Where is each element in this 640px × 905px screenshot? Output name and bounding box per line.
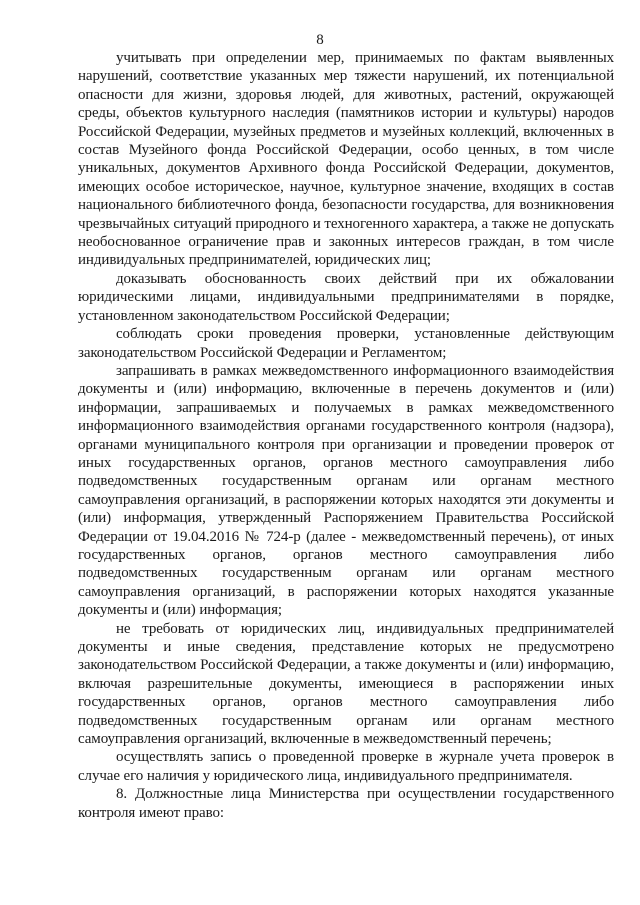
- document-body: [78, 49, 614, 822]
- paragraph-consider-measures: учитывать при определении мер, принимаемых по фактам выявленных нарушений, соответствие указанных мер тяжести нарушений, их потенциальной опасности для жизни, здоровья людей, для животных, растений, окружающей среды, объектов культурного наследия (памятников истории и культуры) народов Российской Федерации, музейных предметов и музейных коллекций, включенных в состав Музейного фонда Российской Федерации, особо ценных, в том числе уникальных, документов Архивного фонда Российской Федерации, документов, имеющих особое историческое, научное, культурное значение, входящих в состав национального библиотечного фонда, безопасности государства, для возникновения чрезвычайных ситуаций природного и техногенного характера, а также не допускать необоснованное ограничение прав и законных интересов граждан, в том числе индивидуальных предпринимателей, юридических лиц;: [78, 50, 614, 269]
- paragraph-record-inspection: осуществлять запись о проведенной проверке в журнале учета проверок в случае его наличия у юридического лица, индивидуального предпринимателя.: [78, 749, 614, 784]
- paragraph-prove-validity: доказывать обоснованность своих действий при их обжаловании юридическими лицами, индивидуальными предпринимателями в порядке, установленном законодательством Российской Федерации;: [78, 270, 614, 324]
- paragraph-officials-rights: 8. Должностные лица Министерства при осуществлении государственного контроля имеют право:: [78, 786, 614, 821]
- paragraph-observe-deadlines: соблюдать сроки проведения проверки, установленные действующим законодательством Российской Федерации и Регламентом;: [78, 326, 614, 361]
- paragraph-not-require-documents: не требовать от юридических лиц, индивидуальных предпринимателей документы и иные сведения, представление которых не предусмотрено законодательством Российской Федерации, а также документы и (или) информацию, включая разрешительные документы, имеющиеся в распоряжении иных государственных органов, органов местного самоуправления либо подведомственных государственным органам или органам местного самоуправления организаций, включенные в межведомственный перечень;: [78, 620, 614, 748]
- paragraph-request-documents: запрашивать в рамках межведомственного информационного взаимодействия документы и (или) информацию, включенные в перечень документов и (или) информации, запрашиваемых и получаемых в рамках межведомственного информационного взаимодействия органами государственного контроля (надзора), органами муниципального контроля при организации и проведении проверок от иных государственных органов, органов местного самоуправления либо подведомственных государственным органам или органам местного самоуправления организаций, в распоряжении которых находятся эти документы и (или) информация, утвержденный Распоряжением Правительства Российской Федерации от 19.04.2016 № 724-р (далее - межведомственный перечень), от иных государственных органов, органов местного самоуправления либо подведомственных государственным органам или органам местного самоуправления организаций, в распоряжении которых находятся указанные документы и (или) информация;: [78, 362, 614, 619]
- page-number: 8: [316, 32, 324, 48]
